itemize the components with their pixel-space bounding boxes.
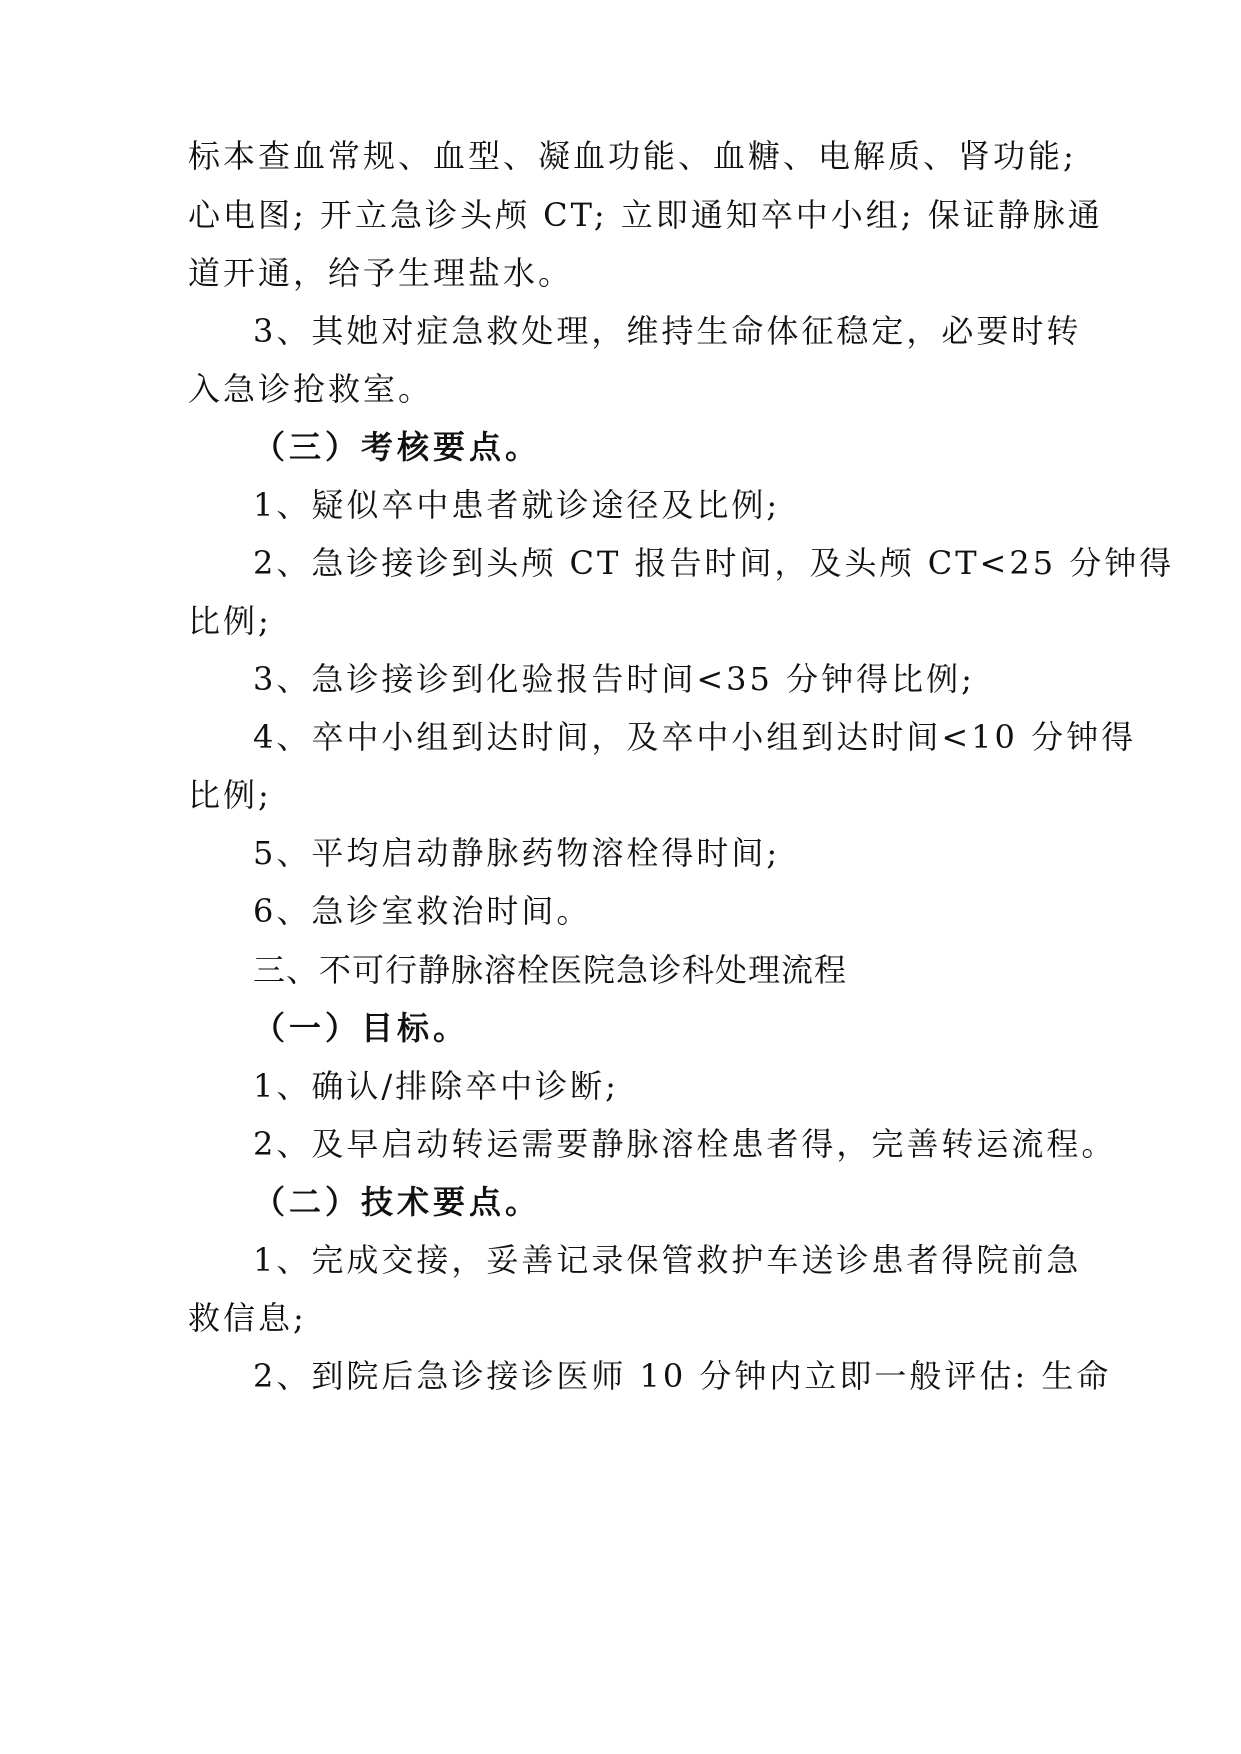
- technical-item-2: 2、到院后急诊接诊医师 10 分钟内立即一般评估: 生命: [253, 1357, 1112, 1395]
- body-line-5: 入急诊抢救室。: [188, 370, 434, 408]
- technical-item-1-cont: 救信息;: [188, 1299, 307, 1337]
- assessment-item-2: 2、急诊接诊到头颅 CT 报告时间，及头颅 CT<25 分钟得: [253, 544, 1175, 582]
- goal-item-1: 1、确认/排除卒中诊断;: [253, 1067, 619, 1105]
- assessment-item-2-cont: 比例;: [188, 602, 272, 640]
- section-heading-assessment: （三）考核要点。: [253, 428, 542, 466]
- body-line-1: 标本查血常规、血型、凝血功能、血糖、电解质、肾功能;: [188, 137, 1077, 175]
- assessment-item-6: 6、急诊室救治时间。: [253, 892, 592, 930]
- section-heading-technical: （二）技术要点。: [253, 1183, 542, 1221]
- goal-item-2: 2、及早启动转运需要静脉溶栓患者得，完善转运流程。: [253, 1125, 1117, 1163]
- assessment-item-1: 1、疑似卒中患者就诊途径及比例;: [253, 486, 781, 524]
- paragraph-item-3: 3、其她对症急救处理，维持生命体征稳定，必要时转: [253, 312, 1082, 350]
- assessment-item-4: 4、卒中小组到达时间，及卒中小组到达时间<10 分钟得: [253, 718, 1137, 756]
- section-heading-goal: （一）目标。: [253, 1009, 470, 1047]
- chapter-heading-3: 三、不可行静脉溶栓医院急诊科处理流程: [253, 951, 848, 989]
- assessment-item-4-cont: 比例;: [188, 776, 272, 814]
- body-line-3: 道开通，给予生理盐水。: [188, 254, 574, 292]
- assessment-item-3: 3、急诊接诊到化验报告时间<35 分钟得比例;: [253, 660, 975, 698]
- body-line-2: 心电图; 开立急诊头颅 CT; 立即通知卒中小组; 保证静脉通: [188, 196, 1103, 234]
- assessment-item-5: 5、平均启动静脉药物溶栓得时间;: [253, 834, 781, 872]
- technical-item-1: 1、完成交接，妥善记录保管救护车送诊患者得院前急: [253, 1241, 1082, 1279]
